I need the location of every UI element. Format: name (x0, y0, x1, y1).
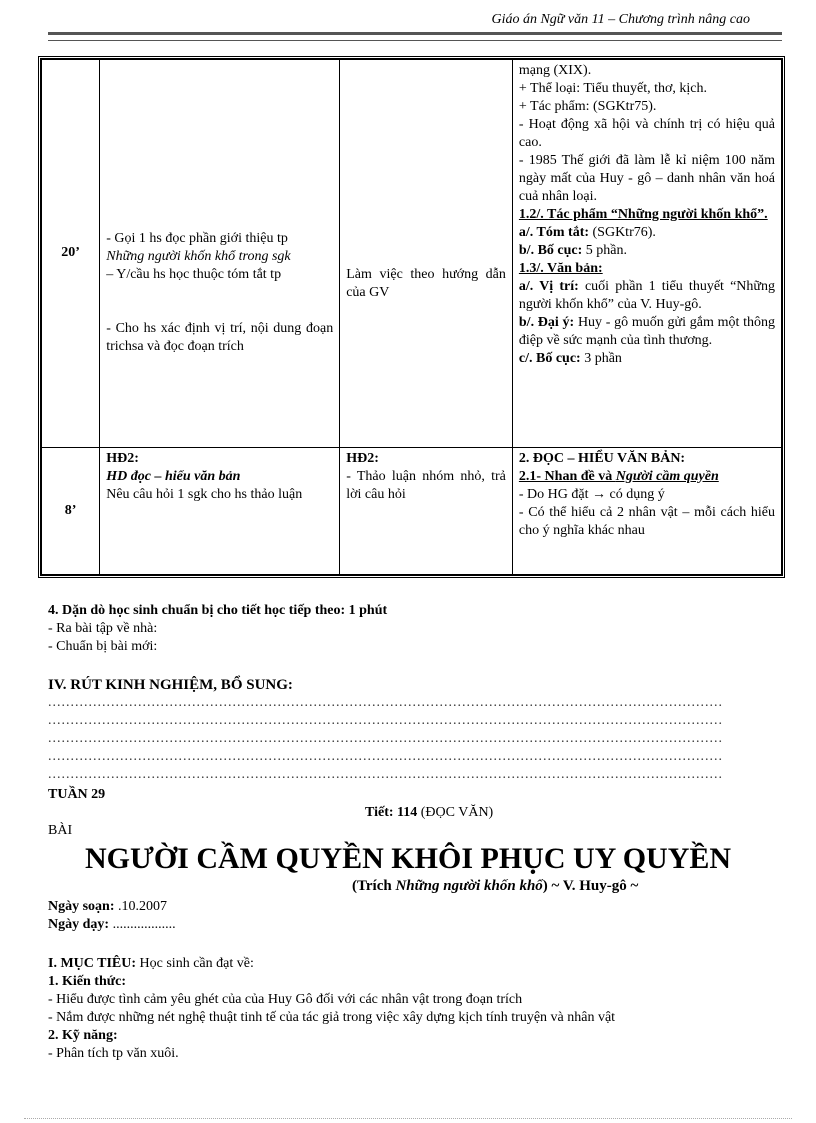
objectives-title (48, 955, 768, 973)
knowledge-line: - Nắm được những nét nghệ thuật tinh tế của tác giả trong việc xây dựng kịch tính truyện và nhân vật (48, 1010, 616, 1025)
content-line (519, 242, 775, 260)
content-line: + Thể loại: Tiểu thuyết, thơ, kịch. (518, 81, 707, 96)
content-line (519, 350, 775, 368)
content-heading: 1.3/. Văn bản: (518, 261, 603, 276)
knowledge-line: - Hiểu được tình cảm yêu ghét của của Huy Gô đối với các nhân vật trong đoạn trích (48, 992, 523, 1007)
value: .................. (109, 917, 176, 932)
objectives (48, 955, 768, 1063)
content-line: - Hoạt động xã hội và chính trị có hiệu quả cao. (518, 117, 775, 150)
label: b/. Đại ý: (518, 315, 575, 330)
content-line: - Có thể hiểu cả 2 nhân vật – mỗi cách hiểu cho ý nghĩa khác nhau (518, 504, 775, 538)
section-4 (48, 602, 387, 656)
dotted-line: ...................................................................................................................................................... (48, 767, 723, 782)
content-line (519, 224, 775, 242)
content-line: + Tác phẩm: (SGKtr75). (518, 99, 657, 114)
teacher-activity-cell (100, 447, 340, 575)
week-label: TUẦN 29 (48, 787, 106, 802)
content-line (519, 314, 775, 350)
teacher-line: - Cho hs xác định vị trí, nội dung đoạn trichsa và đọc đoạn trích (106, 321, 334, 354)
label: I. MỤC TIÊU: (48, 956, 137, 971)
dotted-line: ...................................................................................................................................................... (48, 731, 723, 746)
page-header: Giáo án Ngữ văn 11 – Chương trình nâng cao (491, 12, 750, 27)
value: .10.2007 (114, 899, 168, 914)
content-line: - 1985 Thế giới đã làm lễ kỉ niệm 100 năm ngày mất của Huy - gô – danh nhân văn hoá cuả nhân loại. (518, 153, 775, 204)
subtitle-part: ) ~ V. Huy-gô ~ (542, 878, 639, 894)
dates (48, 898, 176, 934)
content-heading: 1.2/. Tác phẩm “Những người khốn khổ”. (518, 207, 768, 222)
teacher-line: Những người khốn khổ trong sgk (106, 249, 291, 264)
text: có dụng ý (606, 486, 665, 502)
table-row (41, 59, 782, 447)
label: Ngày dạy: (48, 917, 110, 932)
lesson-table (40, 58, 783, 576)
section-line: - Chuẩn bị bài mới: (48, 639, 158, 654)
teacher-line: Nêu câu hỏi 1 sgk cho hs thảo luận (106, 486, 303, 502)
page-bottom-divider (24, 1118, 792, 1119)
label: b/. Bố cục: (518, 243, 583, 258)
activity-heading: HĐ2: (346, 450, 379, 466)
heading-part: Người cầm quyền (615, 468, 719, 484)
value: Học sinh cần đạt về: (136, 956, 254, 971)
table-row (41, 447, 782, 575)
time-cell: 20’ (41, 59, 100, 447)
activity-subheading: HD đọc – hiểu văn bản (106, 468, 241, 484)
content-line (519, 486, 775, 504)
label: c/. Bố cục: (518, 351, 581, 366)
prep-date (48, 898, 176, 916)
content-heading: 2. ĐỌC – HIỂU VĂN BẢN: (518, 450, 686, 466)
value: 5 phần. (582, 243, 627, 258)
content-line (519, 278, 775, 314)
student-text: Làm việc theo hướng dẫn của GV (346, 267, 506, 300)
content-cell (512, 447, 782, 575)
section-iv (48, 676, 748, 784)
section-title: IV. RÚT KINH NGHIỆM, BỔ SUNG: (48, 677, 293, 693)
content-line: mạng (XIX). (518, 63, 592, 78)
dotted-line: ...................................................................................................................................................... (48, 695, 723, 710)
time-cell: 8’ (41, 447, 100, 575)
lesson-subtitle (352, 878, 638, 895)
label: a/. Vị trí: (518, 279, 579, 294)
period-number: Tiết: 114 (365, 805, 418, 820)
dotted-line: ...................................................................................................................................................... (48, 749, 723, 764)
dotted-line: ...................................................................................................................................................... (48, 713, 723, 728)
teacher-line: – Y/cầu hs học thuộc tóm tắt tp (106, 267, 282, 282)
teach-date (48, 916, 176, 934)
activity-heading: HĐ2: (106, 450, 139, 466)
header-divider (48, 32, 782, 41)
section-title: 4. Dặn dò học sinh chuẩn bị cho tiết học tiếp theo: 1 phút (48, 603, 388, 618)
value: Huy - gô muốn gửi gắm một thông điệp về sức mạnh của tình thương. (518, 315, 775, 348)
period-type: (ĐỌC VĂN) (417, 805, 494, 820)
skills-line: - Phân tích tp văn xuôi. (48, 1046, 179, 1061)
value: (SGKtr76). (589, 225, 656, 240)
knowledge-title: 1. Kiến thức: (48, 974, 127, 989)
student-activity-cell (340, 59, 513, 447)
heading-part: 2.1- Nhan đề và (518, 468, 616, 484)
value: 3 phần (580, 351, 622, 366)
period-label (365, 804, 493, 822)
student-text: - Thảo luận nhóm nhỏ, trả lời câu hỏi (346, 468, 506, 502)
teacher-line: - Gọi 1 hs đọc phần giới thiệu tp (106, 231, 288, 246)
skills-title: 2. Kỹ năng: (48, 1028, 118, 1043)
section-line: - Ra bài tập về nhà: (48, 621, 158, 636)
arrow-icon: → (592, 486, 606, 502)
lesson-title: NGƯỜI CẦM QUYỀN KHÔI PHỤC UY QUYỀN (84, 842, 732, 875)
label: a/. Tóm tắt: (518, 225, 590, 240)
content-cell (512, 59, 782, 447)
content-heading (519, 468, 775, 486)
value: cuối phần 1 tiểu thuyết “Những người khốn khổ” của V. Huy-gô. (518, 279, 775, 312)
subtitle-part: (Trích (352, 878, 396, 894)
student-activity-cell (340, 447, 513, 575)
subtitle-part: Những người khốn khổ (395, 878, 543, 894)
label: Ngày soạn: (48, 899, 115, 914)
text: - Do HG đặt (518, 486, 592, 502)
teacher-activity-cell (100, 59, 340, 447)
lesson-label: BÀI (48, 823, 73, 838)
